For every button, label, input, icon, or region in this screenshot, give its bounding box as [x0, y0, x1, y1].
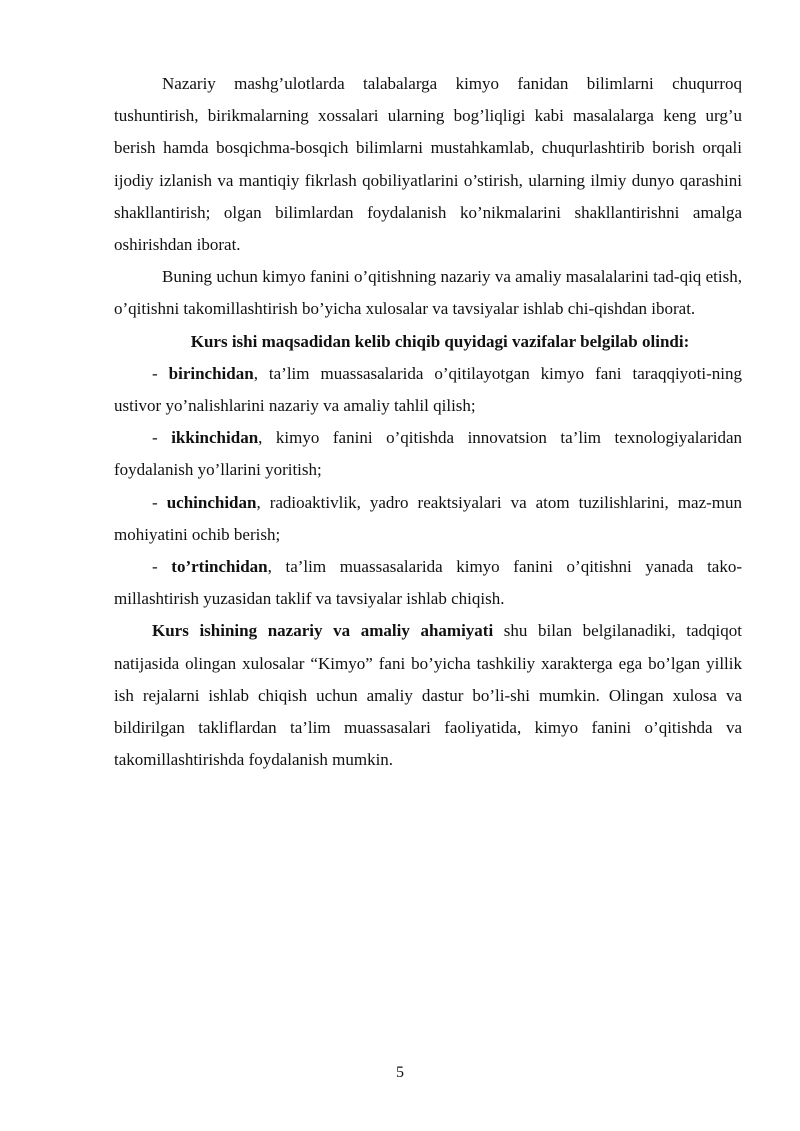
- task-dash: -: [152, 557, 158, 577]
- task-keyword: to’rtinchidan: [171, 557, 268, 577]
- task-item-2: [114, 422, 742, 486]
- significance-lead: Kurs ishining nazariy va amaliy ahamiyati: [152, 621, 494, 641]
- task-keyword: uchinchidan: [166, 492, 257, 512]
- task-keyword: birinchidan: [168, 363, 254, 383]
- significance-text: shu bilan belgilanadiki, tadqiqot natijasida olingan xulosalar “Kimyo” fani bo’yicha tashkiliy xarakterga ega bo’lgan yillik ish rejalarni ishlab chiqish uchun amaliy dastur bo’li-shi mumkin. Olingan xulosa va bildirilgan takliflardan ta’lim muassasalari faoliyatida, kimyo fanini o’qitishda va takomillashtirishda foydalanish mumkin.: [114, 621, 742, 770]
- task-text: , radioaktivlik, yadro reaktsiyalari va atom tuzilishlarini, maz-mun mohiyatini ochib berish;: [114, 492, 742, 544]
- task-text: , ta’lim muassasalarida kimyo fanini o’qitishni yanada tako-millashtirish yuzasidan taklif va tavsiyalar ishlab chiqish.: [114, 557, 743, 609]
- task-item-3: [114, 487, 742, 551]
- paragraph-goals: Nazariy mashg’ulotlarda talabalarga kimyo fanidan bilimlarni chuqurroq tushuntirish, birikmalarning xossalari ularning bog’liqligi kabi masalalarga keng urg’u berish hamda bosqichma-bosqich bilimlarni mustahkamlab, chuqurlashtirib borish orqali ijodiy izlanish va mantiqiy fikrlash qobiliyatlarini o’stirish, ularning ilmiy dunyo qarashini shakllantirish; olgan bilimlardan foydalanish ko’nikmalarini shakllantirishni amalga oshirishdan iborat.: [114, 74, 742, 255]
- page-number: 5: [396, 1064, 404, 1081]
- task-dash: -: [152, 363, 158, 383]
- task-dash: -: [152, 428, 158, 448]
- task-dash: -: [152, 492, 158, 512]
- task-item-1: [114, 358, 742, 422]
- document-body: [114, 68, 742, 776]
- paragraph-research: Buning uchun kimyo fanini o’qitishning nazariy va amaliy masalalarini tad-qiq etish, o’qitishni takomillashtirish bo’yicha xulosalar va tavsiyalar ishlab chi-qishdan iborat.: [114, 267, 742, 319]
- task-keyword: ikkinchidan: [171, 428, 259, 448]
- task-item-4: [114, 551, 742, 615]
- tasks-heading: Kurs ishi maqsadidan kelib chiqib quyidagi vazifalar belgilab olindi:: [190, 331, 690, 351]
- paragraph-significance: [114, 615, 742, 776]
- task-text: , kimyo fanini o’qitishda innovatsion ta’lim texnologiyalaridan foydalanish yo’llarini yoritish;: [114, 428, 743, 480]
- task-text: , ta’lim muassasalarida o’qitilayotgan kimyo fani taraqqiyoti-ning ustivor yo’nalishlarini nazariy va amaliy tahlil qilish;: [114, 363, 742, 416]
